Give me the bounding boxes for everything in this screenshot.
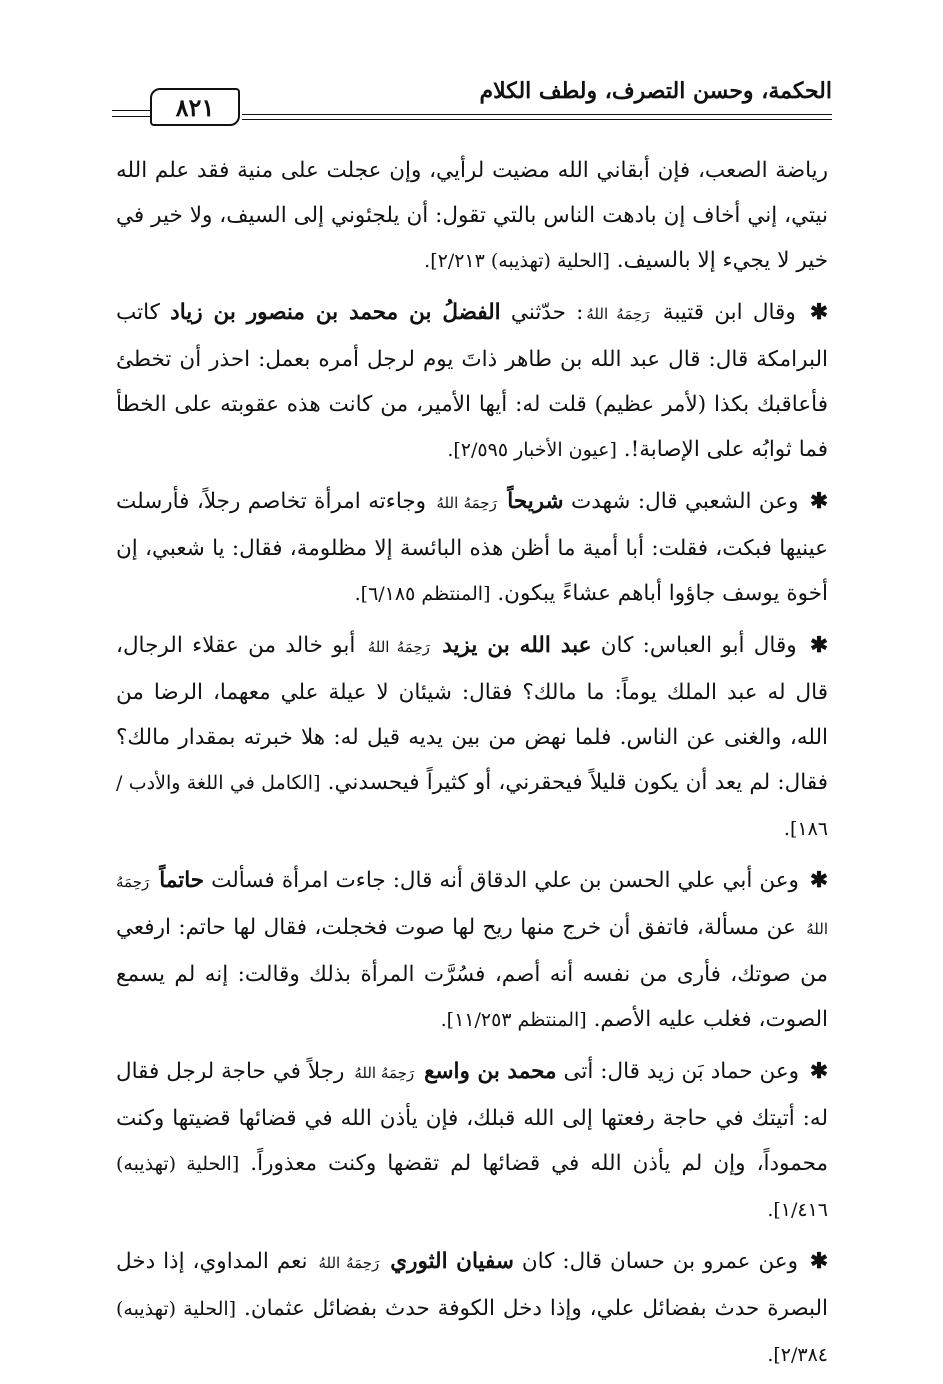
citation: [الكامل في اللغة والأدب /١٨٦]. xyxy=(116,772,828,840)
header-rule-left xyxy=(112,110,152,111)
header-rule xyxy=(242,114,832,115)
citation: [الحلية (تهذيبه) ١/٤١٦]. xyxy=(116,1153,828,1221)
paragraph-text: نعم المداوي، إذا دخل البصرة حدث بفضائل علي، وإذا دخل الكوفة حدث بفضائل عثمان. xyxy=(116,1249,829,1321)
asterisk-bullet-icon: ✱ xyxy=(809,489,828,514)
page-number: ٨٢١ xyxy=(150,88,240,126)
paragraph-text: رجلاً في حاجة لرجل فقال له: أتيتك في حاجة رفعتها إلى الله قبلك، فإن يأذن الله في قضائها قضيتها وكنت محموداً، وإن لم يأذن الله في قضائها لم تقضها وكنت معذوراً. xyxy=(116,1059,828,1176)
citation: [عيون الأخبار ٢/٥٩٥]. xyxy=(447,439,617,461)
paragraph-text: وعن حماد بَن زيد قال: أتى xyxy=(563,1059,800,1084)
paragraph xyxy=(116,858,828,1043)
paragraph xyxy=(116,1239,828,1378)
paragraph-text: رياضة الصعب، فإن أبقاني الله مضيت لرأيي، وإن عجلت على منية فقد علم الله نيتي، إني أخاف إن بادهت الناس بالتي تقول: أن يلجئوني إلى السيف، ولا خير في خير لا يجيء إلا بالسيف. xyxy=(116,158,828,273)
paragraph-text: : حدّثني xyxy=(510,300,584,325)
honorific: رَحِمَهُ اللهُ xyxy=(318,1254,380,1272)
asterisk-bullet-icon: ✱ xyxy=(809,633,828,658)
person-name: سفيان الثوري xyxy=(390,1249,514,1274)
person-name: الفضلُ بن محمد بن منصور بن زياد xyxy=(170,300,501,325)
paragraph-text: وعن أبي علي الحسن بن علي الدقاق أنه قال: جاءت امرأة فسألت xyxy=(211,868,799,893)
paragraph-text: كاتب البرامكة قال: قال عبد الله بن طاهر ذاتَ يوم لرجل أمره بعمل: احذر أن تخطئ فأعاقبك بكذا (لأمر عظيم) قلت له: أيها الأمير، من كانت هذه عقوبته على الخطأ فما ثوابُه على الإصابة!. xyxy=(116,300,828,462)
paragraph xyxy=(116,479,828,617)
honorific: رَحِمَهُ اللهُ xyxy=(354,1064,415,1082)
paragraph xyxy=(116,290,828,473)
paragraph-text: أبو خالد من عقلاء الرجال، قال له عبد الملك يوماً: ما مالك؟ فقال: شيئان لا عيلة علي معهما، الرضا من الله، والغنى عن الناس. فلما نهض من بين يديه قيل له: هلا خبرته بمقدار مالك؟ فقال: لم يعد أن يكون قليلاً فيحقرني، أو كثيراً فيحسدني. xyxy=(116,633,828,795)
page-header xyxy=(112,72,832,124)
person-name: شريحاً xyxy=(507,489,564,514)
paragraph-text: عن مسألة، فاتفق أن خرج منها ريح لها صوت فخجلت، فقال لها حاتم: ارفعي من صوتك، فأرى من نفسه أنه أصم، فسُرَّت المرأة بذلك وقالت: إنه لم يسمع الصوت، فغلب عليه الأصم. xyxy=(116,915,828,1032)
header-rule-left xyxy=(112,116,152,117)
paragraph xyxy=(116,623,828,852)
asterisk-bullet-icon: ✱ xyxy=(810,1059,829,1084)
paragraph-text: وعن الشعبي قال: شهدت xyxy=(571,489,799,514)
asterisk-bullet-icon: ✱ xyxy=(810,868,829,893)
page-body xyxy=(116,148,828,1384)
honorific: رَحِمَهُ اللهُ xyxy=(116,873,828,938)
citation: [المنتظم ١١/٢٥٣]. xyxy=(440,1009,587,1031)
asterisk-bullet-icon: ✱ xyxy=(809,1249,828,1274)
citation: [المنتظم ٦/١٨٥]. xyxy=(354,583,491,605)
asterisk-bullet-icon: ✱ xyxy=(809,300,828,325)
person-name: حاتماً xyxy=(159,868,205,893)
person-name: محمد بن واسع xyxy=(424,1059,557,1084)
citation: [الحلية (تهذيبه) ٢/٢١٣]. xyxy=(424,250,610,272)
paragraph-text: وقال أبو العباس: كان xyxy=(600,633,797,658)
paragraph-text: وعن عمرو بن حسان قال: كان xyxy=(521,1249,799,1274)
paragraph xyxy=(116,148,828,284)
honorific: رَحِمَهُ اللهُ xyxy=(586,305,650,323)
paragraph-text: وجاءته امرأة تخاصم رجلاً، فأرسلت عينيها فبكت، فقلت: أبا أمية ما أظن هذه البائسة إلا مظلومة، فقال: يا شعبي، إن أخوة يوسف جاؤوا أباهم عشاءً يبكون. xyxy=(116,489,828,606)
citation: [الحلية (تهذيبه) ٢/٣٨٤]. xyxy=(116,1298,828,1366)
running-title: الحكمة، وحسن التصرف، ولطف الكلام xyxy=(479,78,832,104)
person-name: عبد الله بن يزيد xyxy=(442,633,592,658)
honorific: رَحِمَهُ اللهُ xyxy=(367,638,430,656)
header-rule xyxy=(242,119,832,120)
paragraph xyxy=(116,1049,828,1233)
paragraph-text: وقال ابن قتيبة xyxy=(662,300,796,325)
honorific: رَحِمَهُ اللهُ xyxy=(436,494,497,512)
